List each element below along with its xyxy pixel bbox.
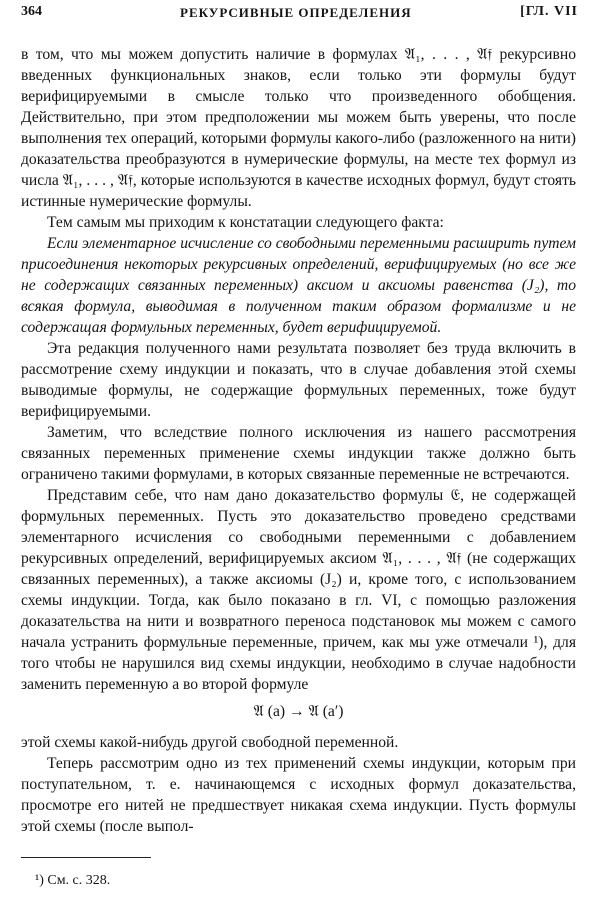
display-formula: 𝔄 (a) → 𝔄 (a′) (253, 703, 344, 720)
paragraph: Теперь рассмотрим одно из тех применений схемы индукции, которым при поступательном, т. е. начинающемся с исходных формул доказательства, просмотре его нитей не предшествует никакая схема индукции. Пусть формулы этой схемы (после выпол- (21, 755, 576, 835)
page-header (0, 0, 590, 24)
paragraph: Заметим, что вследствие полного исключения из нашего рассмотрения связанных переменных применение схемы индукции также должно быть ограничено такими формулами, в которых связанные переменные не встречаются. (21, 424, 576, 483)
paragraph: Представим себе, что нам дано доказательство формулы 𝔈, не содержащей формульных переменных. Пусть это доказательство проведено средствами элементарного исчисления со свободными переменными с добавлением рекурсивных определений, верифицируемых аксиом 𝔄₁, . . . , 𝔄𝔣 (не содержащих связанных переменных), а также аксиомы (J₂) и, кроме того, с использованием схемы индукции. Тогда, как было показано в гл. VI, с помощью разложения доказательства на нити и возвратного переноса подстановок мы можем с самого начала устранить формульные переменные, причем, как мы уже отмечали ¹), для того чтобы не нарушился вид схемы индукции, необходимо в случае надобности заменить переменную a во второй формуле (21, 487, 576, 693)
paragraph: этой схемы какой-нибудь другой свободной переменной. (21, 734, 399, 751)
paragraph: Эта редакция полученного нами результата позволяет без труда включить в рассмотрение схему индукции и показать, что в случае добавления этой схемы выводимые формулы, не содержащие формульных переменных, тоже будут верифицируемыми. (21, 340, 576, 420)
chapter-reference: [ГЛ. VII (520, 4, 578, 19)
page-number: 364 (21, 4, 42, 19)
footnote: ¹) См. с. 328. (35, 873, 111, 888)
footnote-divider (21, 857, 151, 858)
paragraph: Тем самым мы приходим к констатации следующего факта: (47, 214, 444, 231)
body-text (21, 44, 576, 837)
running-title: РЕКУРСИВНЫЕ ОПРЕДЕЛЕНИЯ (180, 5, 412, 20)
theorem-statement: Если элементарное исчисление со свободными переменными расширить путем присоединения некоторых рекурсивных определений, верифицируемых (но все же не содержащих связанных переменных) аксиом и аксиомы равенства (J₂), то всякая формула, выводимая в полученном таким образом формализме и не содержащая формульных переменных, будет верифицируемой. (21, 235, 576, 336)
paragraph: в том, что мы можем допустить наличие в формулах 𝔄₁, . . . , 𝔄𝔣 рекурсивно введенных функциональных знаков, если только эти формулы будут верифицируемыми в смысле только что произведенного обобщения. Действительно, при этом предположении мы можем быть уверены, что после выполнения тех операций, которыми формулы какого-либо (разложенного на нити) доказательства преобразуются в нумерические формулы, на месте тех формул из числа 𝔄₁, . . . , 𝔄𝔣, которые используются в качестве исходных формул, будут стоять истинные нумерические формулы. (21, 46, 576, 210)
